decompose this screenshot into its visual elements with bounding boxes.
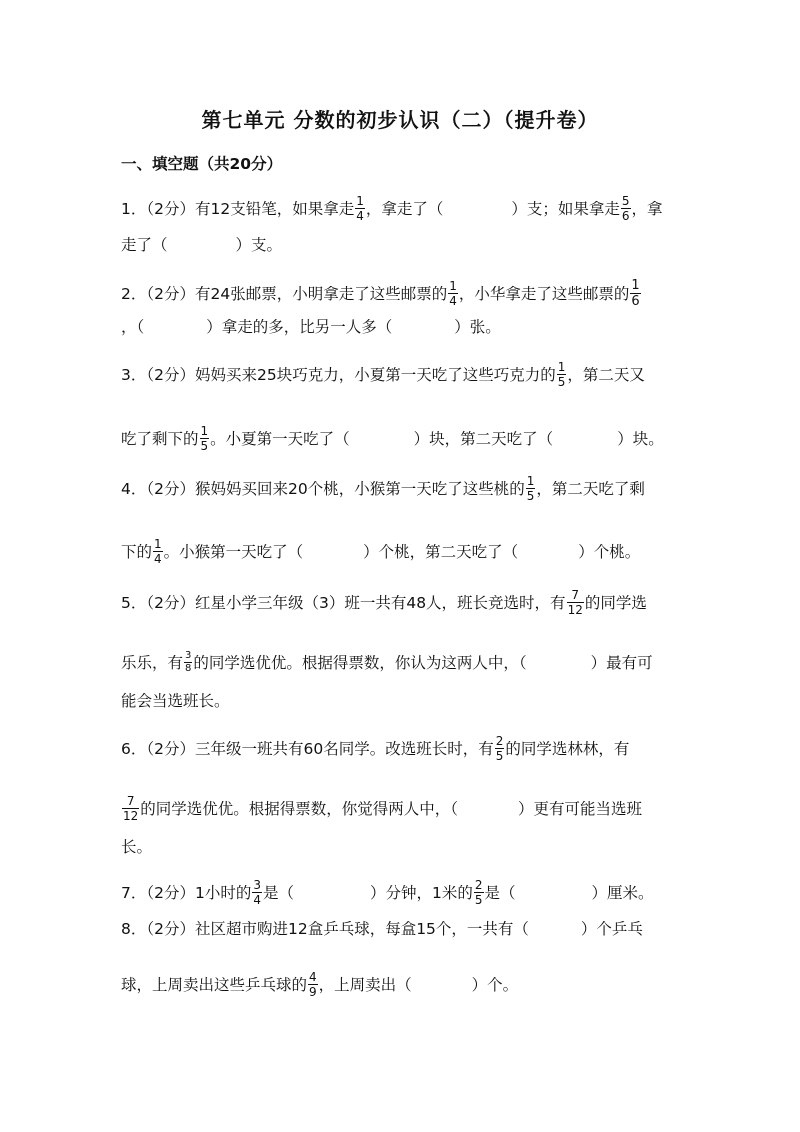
question-text: ）个桃。 xyxy=(578,543,641,561)
fraction: $\frac{3}{4}$ xyxy=(253,878,261,907)
section-heading: 一、填空题（共20分） xyxy=(121,155,283,173)
question-text: ）张。 xyxy=(454,318,501,336)
question-4-line-2 xyxy=(121,539,640,566)
question-text: 吃了剩下的 xyxy=(121,430,199,448)
question-text: ）厘米。 xyxy=(591,884,654,902)
question-text: 3．（2分）妈妈买来25块巧克力，小夏第一天吃了这些巧克力的 xyxy=(121,366,556,384)
fraction: $\frac{1}{5}$ xyxy=(557,360,566,389)
question-text: ，拿 xyxy=(631,200,663,218)
question-text: ）块。 xyxy=(617,430,664,448)
question-text: 7．（2分）1小时的 xyxy=(121,884,252,902)
question-5-line-2 xyxy=(121,652,653,675)
question-text: ）最有可 xyxy=(590,654,653,672)
page-title: 第七单元 分数的初步认识（二）（提升卷） xyxy=(201,108,599,132)
question-text: ）分钟，1米的 xyxy=(370,884,473,902)
question-text: 6．（2分）三年级一班共有60名同学。改选班长时，有 xyxy=(121,740,494,758)
question-text: ）支。 xyxy=(235,236,283,254)
question-text: ）个桃，第二天吃了（ xyxy=(363,543,519,561)
fraction: $\frac{4}{9}$ xyxy=(309,970,317,999)
question-text: 的同学选 xyxy=(584,594,647,612)
question-text: 。小夏第一天吃了（ xyxy=(210,430,350,448)
question-text: ，小华拿走了这些邮票的 xyxy=(458,285,630,303)
fraction: $\frac{3}{8}$ xyxy=(185,650,192,674)
question-5-line-1 xyxy=(121,590,647,617)
question-6-line-3 xyxy=(121,840,152,856)
question-text: 球，上周卖出这些乒乓球的 xyxy=(121,976,308,994)
fraction: $\frac{1}{5}$ xyxy=(526,474,535,503)
question-text: 乐乐，有 xyxy=(121,654,184,672)
question-8-line-2 xyxy=(121,972,518,999)
question-text: 的同学选林林，有 xyxy=(505,740,630,758)
fraction: $\frac{2}{5}$ xyxy=(474,878,483,907)
question-3-line-2 xyxy=(121,426,664,453)
question-text: 2．（2分）有24张邮票，小明拿走了这些邮票的 xyxy=(121,285,448,303)
question-text: ，拿走了（ xyxy=(365,200,444,218)
question-2-line-2 xyxy=(121,320,501,336)
question-1-line-1 xyxy=(121,196,663,223)
question-1-line-2 xyxy=(121,238,282,254)
fraction: $\frac{1}{4}$ xyxy=(154,537,162,566)
question-8-line-1 xyxy=(121,922,643,938)
question-text: 4．（2分）猴妈妈买回来20个桃，小猴第一天吃了这些桃的 xyxy=(121,480,525,498)
question-text: ，第二天又 xyxy=(567,366,645,384)
question-text: 的同学选优优。根据得票数，你觉得两人中，（ xyxy=(140,800,459,818)
fraction: $\frac{1}{6}$ xyxy=(631,278,640,309)
question-text: ，（ xyxy=(121,318,145,336)
question-text: 是（ xyxy=(484,884,516,902)
fraction: $\frac{1}{4}$ xyxy=(356,194,364,223)
question-6-line-2 xyxy=(121,796,642,823)
question-text: ）支；如果拿走 xyxy=(511,200,620,218)
question-5-line-3 xyxy=(121,694,230,710)
fraction: $\frac{2}{5}$ xyxy=(495,734,504,763)
question-text: ，上周卖出（ xyxy=(318,976,412,994)
fraction: $\frac{1}{5}$ xyxy=(200,424,209,453)
question-text: 走了（ xyxy=(121,236,168,254)
question-6-line-1 xyxy=(121,736,629,763)
question-text: ）块，第二天吃了（ xyxy=(413,430,554,448)
question-text: 下的 xyxy=(121,543,153,561)
fraction: $\frac{7}{12}$ xyxy=(567,588,583,617)
question-text: 8．（2分）社区超市购进12盒乒乓球，每盒15个，一共有（ xyxy=(121,920,529,938)
question-text: ）个。 xyxy=(471,976,519,994)
question-2-line-1 xyxy=(121,280,642,309)
question-text: ）更有可能当选班 xyxy=(518,800,643,818)
question-text: 能会当选班长。 xyxy=(121,692,230,710)
question-text: 长。 xyxy=(121,838,153,856)
question-text: ）个乒乓 xyxy=(580,920,643,938)
question-text: 5．（2分）红星小学三年级（3）班一共有48人，班长竞选时，有 xyxy=(121,594,566,612)
question-3-line-1 xyxy=(121,362,645,389)
question-text: 是（ xyxy=(262,884,294,902)
fraction: $\frac{1}{4}$ xyxy=(449,279,457,308)
question-4-line-1 xyxy=(121,476,645,503)
question-7-line-1 xyxy=(121,880,654,907)
question-text: 的同学选优优。根据得票数，你认为这两人中，（ xyxy=(193,654,527,672)
question-text: ）拿走的多，比另一人多（ xyxy=(206,318,393,336)
question-text: ，第二天吃了剩 xyxy=(536,480,645,498)
fraction: $\frac{7}{12}$ xyxy=(123,794,139,823)
question-text: 。小猴第一天吃了（ xyxy=(163,543,304,561)
fraction: $\frac{5}{6}$ xyxy=(621,194,630,223)
question-text: 1．（2分）有12支铅笔，如果拿走 xyxy=(121,200,355,218)
